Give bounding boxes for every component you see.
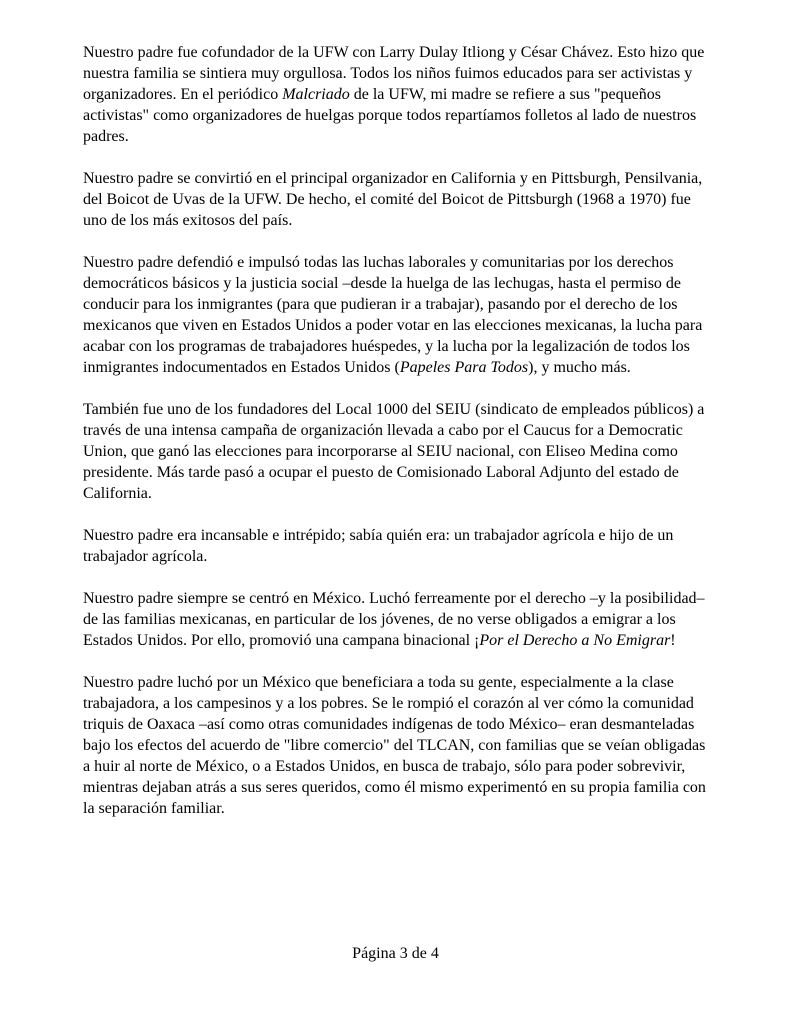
text-run: Nuestro padre defendió e impulsó todas las luchas laborales y comunitarias por los derechos democráticos básicos y la justicia social –desde la huelga de las lechugas, hasta el permiso de conducir para los inmigrantes (para que pudieran ir a trabajar), pasando por el derecho de los mexicanos que viven en Estados Unidos a poder votar en las elecciones mexicanas, la lucha para acabar con los programas de trabajadores huéspedes, y la lucha por la legalización de todos los inmigrantes indocumentados en Estados Unidos (: [83, 254, 703, 376]
paragraph-2: [83, 168, 707, 231]
text-run: ), y mucho más.: [528, 359, 631, 376]
text-run-italic: Por el Derecho a No Emigrar: [479, 632, 671, 649]
document-body: [83, 42, 707, 840]
text-run: Nuestro padre era incansable e intrépido; sabía quién era: un trabajador agrícola e hijo de un trabajador agrícola.: [83, 527, 674, 565]
paragraph-6: [83, 588, 707, 651]
text-run: !: [670, 632, 676, 649]
paragraph-7: [83, 672, 707, 819]
text-run: También fue uno de los fundadores del Local 1000 del SEIU (sindicato de empleados públicos) a través de una intensa campaña de organización llevada a cabo por el Caucus for a Democratic Union, que ganó las elecciones para incorporarse al SEIU nacional, con Eliseo Medina como presidente. Más tarde pasó a ocupar el puesto de Comisionado Laboral Adjunto del estado de California.: [83, 401, 705, 502]
text-run-italic: Malcriado: [282, 86, 350, 103]
paragraph-4: [83, 399, 707, 504]
paragraph-5: [83, 525, 707, 567]
text-run: de la UFW, mi madre se refiere a sus "pequeños activistas" como organizadores de huelgas porque todos repartíamos folletos al lado de nuestros padres.: [83, 86, 697, 145]
text-run: Nuestro padre luchó por un México que beneficiara a toda su gente, especialmente a la clase trabajadora, a los campesinos y a los pobres. Se le rompió el corazón al ver cómo la comunidad triquis de Oaxaca –así como otras comunidades indígenas de todo México– eran desmanteladas bajo los efectos del acuerdo de "libre comercio" del TLCAN, con familias que se veían obligadas a huir al norte de México, o a Estados Unidos, en busca de trabajo, sólo para poder sobrevivir, mientras dejaban atrás a sus seres queridos, como él mismo experimentó en su propia familia con la separación familiar.: [83, 674, 706, 817]
text-run-italic: Papeles Para Todos: [399, 359, 529, 376]
text-run: Nuestro padre siempre se centró en México. Luchó ferreamente por el derecho –y la posibilidad– de las familias mexicanas, en particular de los jóvenes, de no verse obligados a emigrar a los Estados Unidos. Por ello, promovió una campana binacional ¡: [83, 590, 705, 649]
text-run: Nuestro padre fue cofundador de la UFW con Larry Dulay Itliong y César Chávez. Esto hizo que nuestra familia se sintiera muy orgullosa. Todos los niños fuimos educados para ser activistas y organizadores. En el periódico: [83, 44, 705, 103]
text-run: Nuestro padre se convirtió en el principal organizador en California y en Pittsburgh, Pensilvania, del Boicot de Uvas de la UFW. De hecho, el comité del Boicot de Pittsburgh (1968 a 1970) fue uno de los más exitosos del país.: [83, 170, 703, 229]
page-number: Página 3 de 4: [352, 945, 439, 962]
paragraph-1: [83, 42, 707, 147]
paragraph-3: [83, 252, 707, 378]
